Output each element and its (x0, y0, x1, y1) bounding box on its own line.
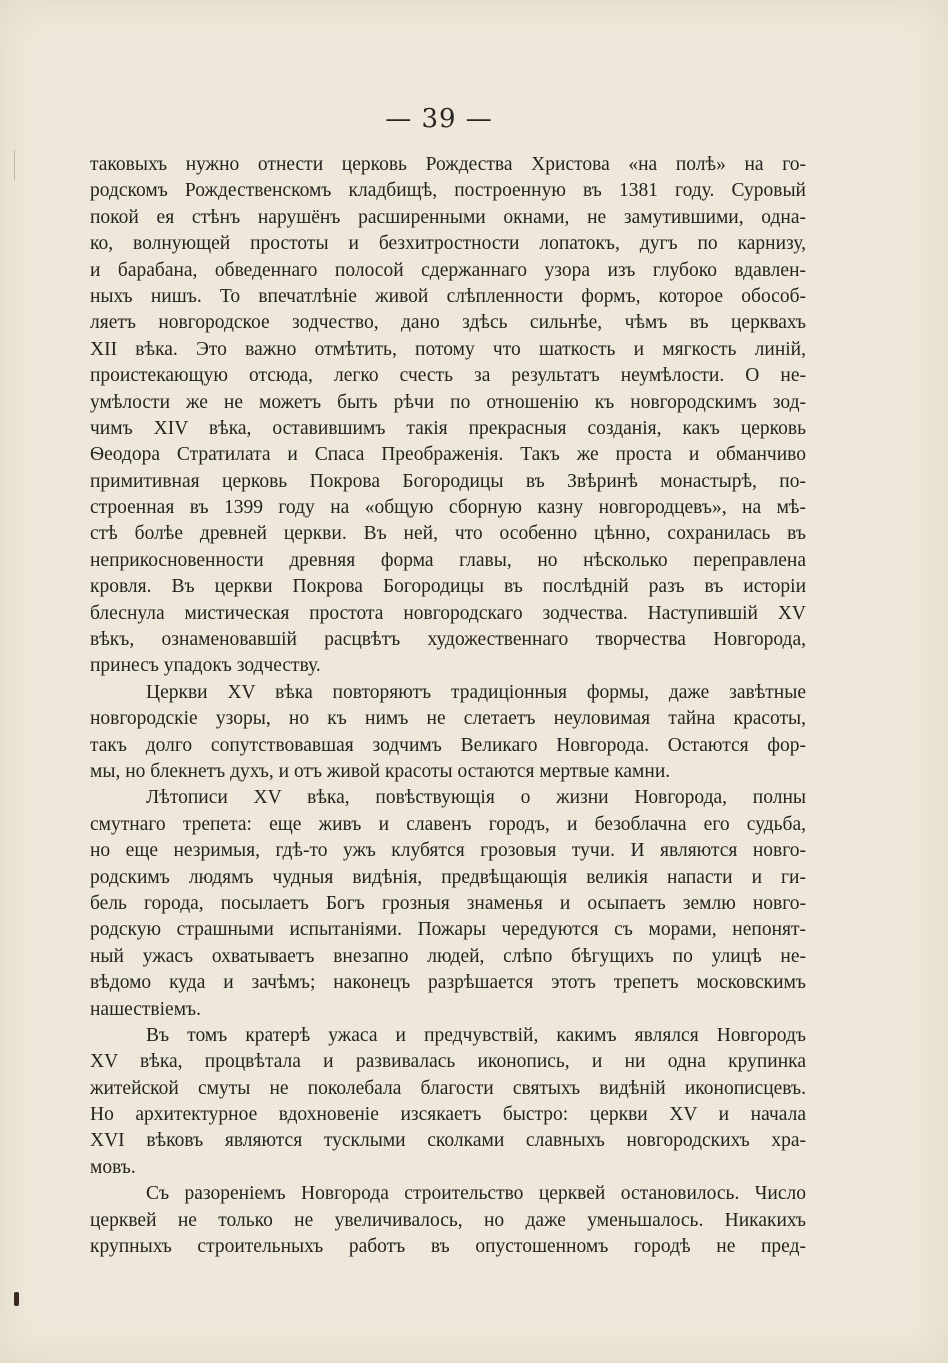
text-line: мовъ. (90, 1156, 136, 1178)
text-line: родскимъ людямъ чудныя видѣнія, предвѣщающія великія напасти и ги- (90, 866, 806, 888)
page-number: — 39 — (385, 104, 493, 134)
text-line: родскую страшными испытаніями. Пожары чередуются съ морами, непонят- (90, 919, 806, 941)
text-line: смутнаго трепета: еще живъ и славенъ городъ, и безоблачна его судьба, (90, 813, 806, 835)
text-line: ляетъ новгородское зодчество, дано здѣсь сильнѣе, чѣмъ въ церквахъ (90, 312, 806, 334)
text-line: принесъ упадокъ зодчеству. (90, 655, 321, 677)
text-line: нашествіемъ. (90, 998, 202, 1020)
text-line: Ѳеодора Стратилата и Спаса Преображенія. Такъ же проста и обманчиво (90, 444, 806, 466)
paragraph (90, 680, 806, 786)
text-line: проистекающую отсюда, легко счесть за результатъ неумѣлости. О не- (90, 365, 806, 387)
text-line: XVI вѣковъ являются тусклыми сколками славныхъ новгородскихъ хра- (90, 1130, 806, 1152)
text-line: Церкви XV вѣка повторяютъ традиціонныя формы, даже завѣтные (146, 681, 806, 703)
text-line: такъ долго сопутствовавшая зодчимъ Великаго Новгорода. Остаются фор- (90, 734, 806, 756)
text-line: кровля. Въ церкви Покрова Богородицы въ послѣдній разъ въ исторіи (90, 576, 806, 598)
text-line: чимъ XIV вѣка, оставившимъ такія прекрасныя созданія, какъ церковь (90, 417, 806, 439)
paragraph (90, 1181, 806, 1260)
paragraph (90, 152, 806, 680)
ink-mark (14, 1292, 19, 1306)
text-line: новгородскіе узоры, но къ нимъ не слетаетъ неуловимая тайна красоты, (90, 708, 806, 730)
text-line: ко, волнующей простоты и безхитростности лопатокъ, дугъ по карнизу, (90, 233, 806, 255)
text-line: таковыхъ нужно отнести церковь Рождества Христова «на полѣ» на го- (90, 154, 806, 175)
text-line: умѣлости же не можетъ быть рѣчи по отношенію къ новгородскимъ зод- (90, 391, 806, 413)
text-line: блеснула мистическая простота новгородскаго зодчества. Наступившій XV (90, 602, 806, 624)
text-line: бель города, посылаетъ Богъ грозныя знаменья и осыпаетъ землю новго- (90, 892, 806, 914)
page-text (90, 152, 806, 1260)
text-line: мы, но блекнетъ духъ, и отъ живой красоты остаются мертвые камни. (90, 760, 671, 782)
paragraph (90, 785, 806, 1023)
text-line: Лѣтописи XV вѣка, повѣствующія о жизни Новгорода, полны (146, 787, 806, 809)
text-line: примитивная церковь Покрова Богородицы въ Звѣринѣ монастырѣ, по- (90, 470, 806, 492)
text-line: церквей не только не увеличивалось, но даже уменьшалось. Никакихъ (90, 1209, 806, 1231)
text-line: родскомъ Рождественскомъ кладбищѣ, построенную въ 1381 году. Суровый (90, 180, 806, 202)
text-line: и барабана, обведеннаго полосой сдержаннаго узора изъ глубоко вдавлен- (90, 259, 806, 281)
text-line: строенная въ 1399 году на «общую сборную казну новгородцевъ», на мѣ- (90, 497, 806, 519)
text-line: вѣкъ, ознаменовавшій расцвѣтъ художественнаго творчества Новгорода, (90, 629, 806, 651)
text-line: Въ томъ кратерѣ ужаса и предчувствій, какимъ являлся Новгородъ (146, 1024, 806, 1046)
text-line: житейской смуты не поколебала благости святыхъ видѣній иконописцевъ. (90, 1077, 806, 1099)
text-line: Но архитектурное вдохновеніе изсякаетъ быстро: церкви XV и начала (90, 1104, 806, 1126)
paragraph (90, 1023, 806, 1181)
text-line: но еще незримыя, гдѣ-то ужъ клубятся грозовыя тучи. И являются новго- (90, 840, 806, 862)
margin-tick (14, 150, 15, 180)
text-line: крупныхъ строительныхъ работъ въ опустошенномъ городѣ не пред- (90, 1236, 806, 1258)
text-line: ный ужасъ охватываетъ внезапно людей, слѣпо бѣгущихъ по улицѣ не- (90, 945, 806, 967)
text-line: XV вѣка, процвѣтала и развивалась иконопись, и ни одна крупинка (90, 1051, 806, 1073)
text-line: ныхъ нишъ. То впечатлѣніе живой слѣпленности формъ, которое обособ- (90, 285, 806, 307)
text-line: вѣдомо куда и зачѣмъ; наконецъ разрѣшается этотъ трепетъ московскимъ (90, 972, 806, 994)
text-line: Съ разореніемъ Новгорода строительство церквей остановилось. Число (146, 1183, 806, 1205)
text-line: XII вѣка. Это важно отмѣтить, потому что шаткость и мягкость линій, (90, 338, 806, 360)
text-line: неприкосновенности древняя форма главы, но нѣсколько переправлена (90, 549, 806, 571)
text-line: покой ея стѣнъ нарушёнъ расширенными окнами, не замутившими, одна- (90, 206, 806, 228)
text-line: стѣ болѣе древней церкви. Въ ней, что особенно цѣнно, сохранилась въ (90, 523, 806, 545)
